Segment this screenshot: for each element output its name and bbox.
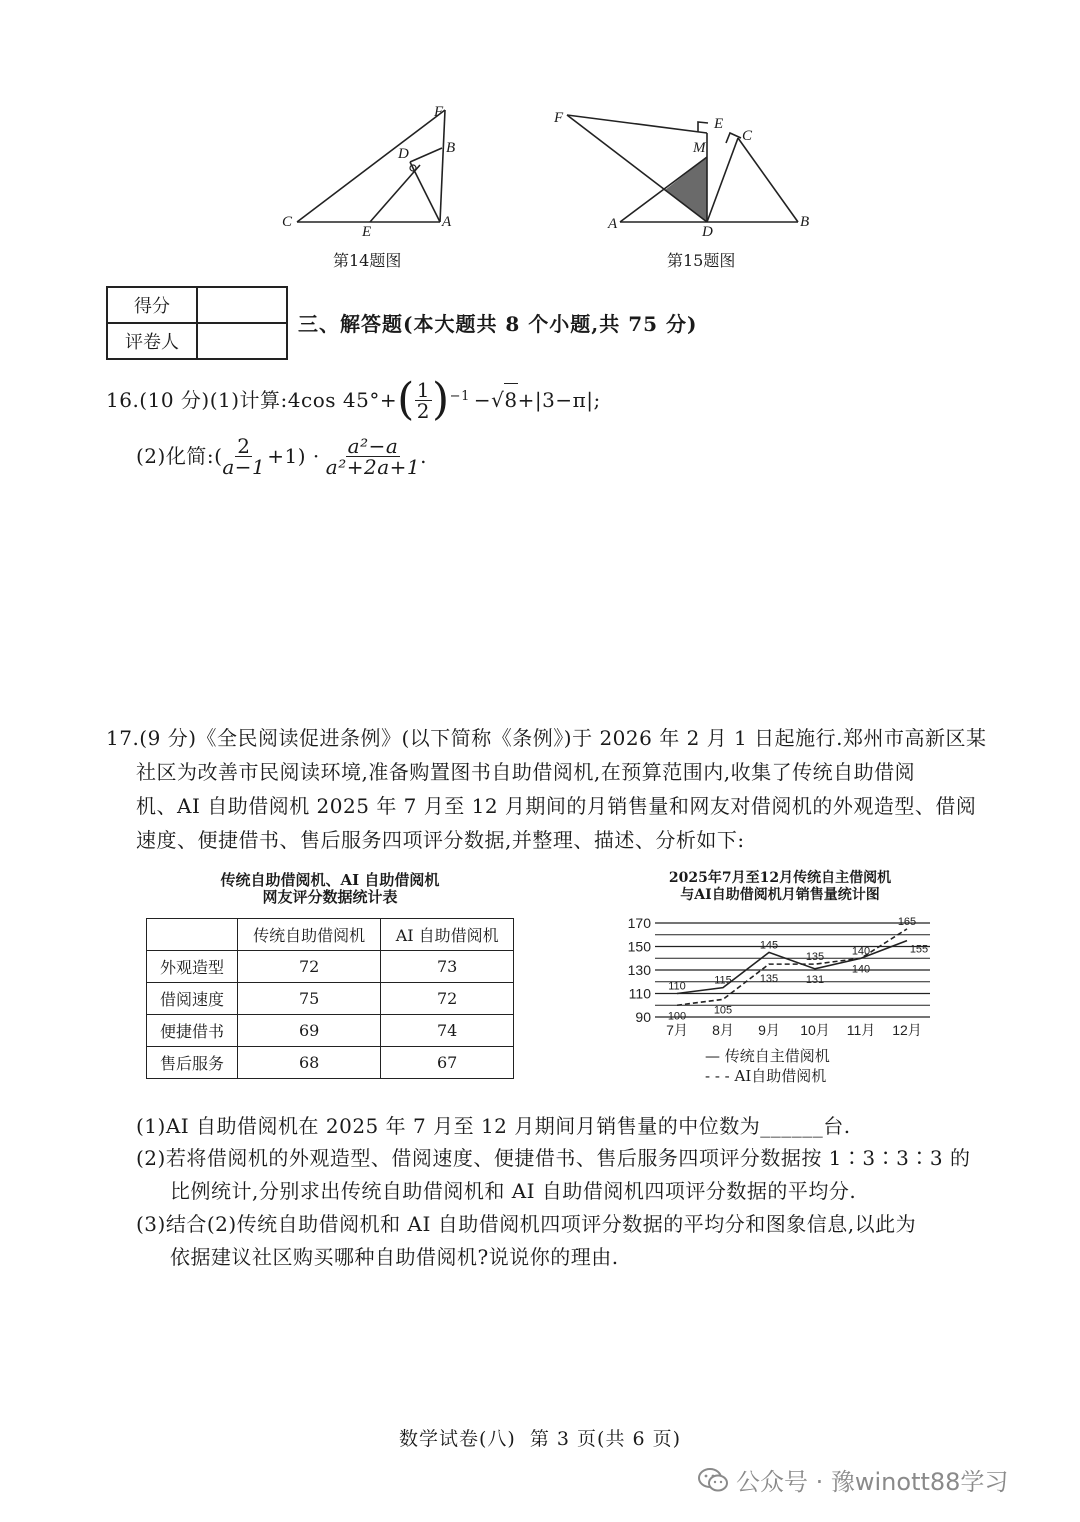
q16-sqrt-value: 8 xyxy=(504,383,517,417)
data-label-ai: 100 xyxy=(667,1010,687,1023)
q17-line-3: 机、AI 自助借阅机 2025 年 7 月至 12 月期间的月销售量和网友对借阅机的外观造型、借阅 xyxy=(136,794,977,818)
table-row xyxy=(147,951,514,983)
x-tick-label: 11月 xyxy=(846,1022,876,1038)
fig15-caption: 第15题图 xyxy=(667,251,736,270)
data-label-traditional: 131 xyxy=(805,973,825,986)
data-label-ai: 135 xyxy=(805,951,825,964)
q17-line-1: 17.(9 分)《全民阅读促进条例》(以下简称《条例》)于 2026 年 2 月 1 日起施行.郑州市高新区某 xyxy=(106,726,987,750)
legend-item-traditional: — 传统自主借阅机 xyxy=(705,1047,830,1065)
data-label-ai: 105 xyxy=(713,1004,733,1017)
section-title: 三、解答题(本大题共 8 个小题,共 75 分) xyxy=(298,312,698,336)
table-cell: 69 xyxy=(238,1015,381,1047)
score-label: 得分 xyxy=(107,287,197,323)
table-cell: 借阅速度 xyxy=(147,983,238,1015)
q16-f2-num: a²−a xyxy=(347,434,399,458)
fig14-label-C: C xyxy=(282,214,293,230)
data-label-ai: 165 xyxy=(897,915,917,928)
q16-frac-den: 2 xyxy=(416,398,430,423)
q17-sub3-line1: (3)结合(2)传统自助借阅机和 AI 自助借阅机四项评分数据的平均分和图象信息,以此为 xyxy=(136,1212,917,1236)
data-label-traditional: 115 xyxy=(714,974,732,987)
wechat-icon xyxy=(698,1467,728,1493)
score-box xyxy=(106,286,288,360)
fig15-label-D: D xyxy=(702,224,713,240)
table-cell: 74 xyxy=(381,1015,514,1047)
y-tick-label: 150 xyxy=(627,938,651,955)
q16-p1-prefix: 16.(10 分)(1)计算:4cos 45°+ xyxy=(106,387,398,412)
q17-sub2-line2: 比例统计,分别求出传统自助借阅机和 AI 自助借阅机四项评分数据的平均分. xyxy=(170,1179,857,1203)
fig15-label-M: M xyxy=(693,140,706,156)
q17-sub3-line2: 依据建议社区购买哪种自助借阅机?说说你的理由. xyxy=(170,1245,619,1269)
watermark-text: 公众号 · 豫winott88学习 xyxy=(736,1468,1009,1496)
x-tick-label: 12月 xyxy=(892,1022,922,1038)
chart-legend xyxy=(705,1046,830,1086)
table-row xyxy=(147,1015,514,1047)
table-cell: 73 xyxy=(381,951,514,983)
table-cell: 67 xyxy=(381,1047,514,1079)
x-tick-label: 8月 xyxy=(712,1022,734,1038)
q16-minus: − xyxy=(473,387,492,412)
q17-line-2: 社区为改善市民阅读环境,准备购置图书自助借阅机,在预算范围内,收集了传统自助借阅 xyxy=(136,760,916,784)
fig15-label-E: E xyxy=(714,116,724,132)
fig14-label-B: B xyxy=(446,140,456,156)
legend-item-ai: - - - AI自助借阅机 xyxy=(705,1067,827,1085)
figure-14 xyxy=(270,100,470,240)
q16-fraction-half xyxy=(415,377,432,423)
y-tick-label: 130 xyxy=(627,962,651,978)
table-cell: 售后服务 xyxy=(147,1047,238,1079)
q16-exponent: −1 xyxy=(449,389,470,404)
series-line-traditional xyxy=(677,941,907,994)
sales-line-chart xyxy=(615,905,945,1045)
chart-title xyxy=(620,870,940,904)
x-tick-label: 7月 xyxy=(666,1022,688,1038)
y-tick-label: 170 xyxy=(627,915,651,931)
q16-f1-den: a−1 xyxy=(222,455,266,479)
q16-left-paren: ( xyxy=(397,374,415,425)
fig14-label-E: E xyxy=(362,224,372,240)
table-cell: 便捷借书 xyxy=(147,1015,238,1047)
figure-15 xyxy=(555,105,815,235)
table-cell: 72 xyxy=(238,951,381,983)
watermark xyxy=(698,1462,1008,1497)
y-tick-label: 90 xyxy=(635,1009,651,1025)
data-label-ai: 140 xyxy=(851,963,871,976)
fig14-label-A: A xyxy=(442,214,452,230)
x-tick-label: 10月 xyxy=(800,1022,830,1038)
sqrt-icon: √ xyxy=(491,387,505,412)
q16-p2-end: . xyxy=(420,444,427,468)
table-header: 传统自助借阅机 xyxy=(238,919,381,951)
table-row xyxy=(147,983,514,1015)
fig15-label-C: C xyxy=(742,128,753,144)
data-label-traditional: 155 xyxy=(909,943,929,956)
fig14-caption: 第14题图 xyxy=(333,251,402,270)
grader-cell[interactable] xyxy=(197,323,287,359)
table-cell: 72 xyxy=(381,983,514,1015)
q16-p2-mid: +1) · xyxy=(267,444,320,468)
q16-fraction-1 xyxy=(222,436,265,477)
ratings-table-title xyxy=(146,872,514,906)
q17-line-4: 速度、便捷借书、售后服务四项评分数据,并整理、描述、分析如下: xyxy=(136,828,745,852)
fig15-label-F: F xyxy=(554,110,564,126)
q16-f2-den: a²+2a+1 xyxy=(325,455,421,479)
table-cell: 75 xyxy=(238,983,381,1015)
fig15-label-A: A xyxy=(608,216,618,232)
table-cell: 68 xyxy=(238,1047,381,1079)
fig14-label-D: D xyxy=(398,146,409,162)
fig14-label-F: F xyxy=(434,104,444,120)
table-header-row xyxy=(147,919,514,951)
q17-sub2-line1: (2)若将借阅机的外观造型、借阅速度、便捷借书、售后服务四项评分数据按 1∶3∶3∶3 的 xyxy=(136,1146,971,1170)
q16-p1-suffix: +|3−π|; xyxy=(517,387,601,412)
q16-part1 xyxy=(106,374,601,425)
data-label-traditional: 145 xyxy=(759,939,779,952)
y-tick-label: 110 xyxy=(628,985,651,1002)
ratings-table xyxy=(146,918,514,1079)
data-label-traditional: 140 xyxy=(851,945,871,958)
q16-fraction-2 xyxy=(326,436,420,477)
ratings-title-line2: 网友评分数据统计表 xyxy=(262,888,398,906)
chart-title-line1: 2025年7月至12月传统自主借阅机 xyxy=(668,870,892,886)
ratings-title-line1: 传统自助借阅机、AI 自助借阅机 xyxy=(220,871,440,889)
table-row xyxy=(147,1047,514,1079)
data-label-traditional: 110 xyxy=(668,980,686,993)
q17-sub1: (1)AI 自助借阅机在 2025 年 7 月至 12 月期间月销售量的中位数为______台. xyxy=(136,1114,851,1138)
data-label-ai: 135 xyxy=(759,973,779,986)
q16-part2 xyxy=(136,436,427,477)
x-tick-label: 9月 xyxy=(758,1022,780,1038)
fig15-label-B: B xyxy=(800,214,810,230)
q16-frac-num: 1 xyxy=(416,377,430,402)
table-header xyxy=(147,919,238,951)
score-cell[interactable] xyxy=(197,287,287,323)
q16-p2-prefix: (2)化简:( xyxy=(136,444,223,468)
grader-label: 评卷人 xyxy=(107,323,197,359)
chart-title-line2: 与AI自助借阅机月销售量统计图 xyxy=(680,887,880,903)
page-footer: 数学试卷(八) 第 3 页(共 6 页) xyxy=(398,1428,682,1450)
table-cell: 外观造型 xyxy=(147,951,238,983)
q16-right-paren: ) xyxy=(432,374,450,425)
table-header: AI 自助借阅机 xyxy=(381,919,514,951)
q16-f1-num: 2 xyxy=(237,434,251,458)
